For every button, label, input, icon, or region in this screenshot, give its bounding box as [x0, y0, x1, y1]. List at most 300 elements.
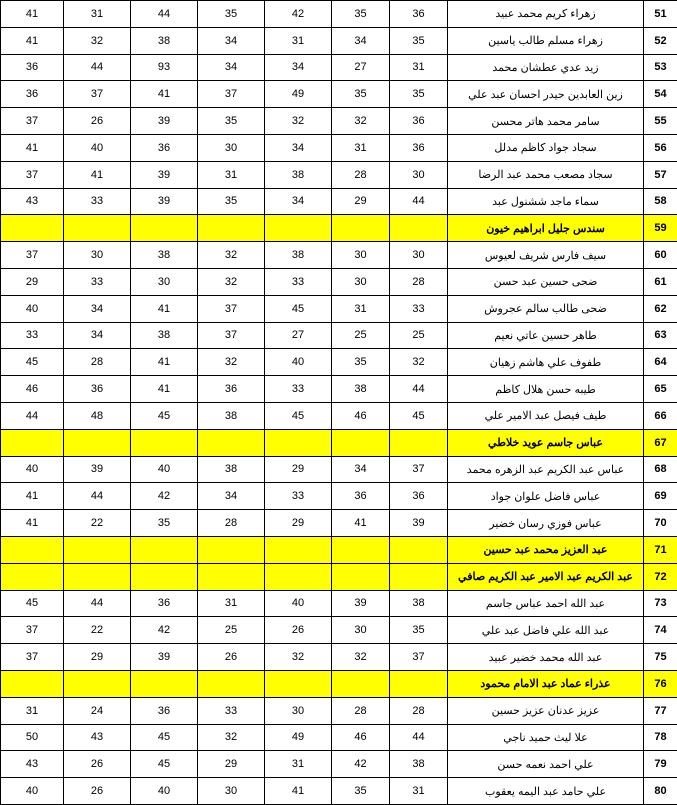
grade-cell: 29	[198, 751, 265, 778]
grade-cell: 31	[64, 1, 131, 28]
grade-cell: 45	[1, 590, 64, 617]
grade-cell: 41	[1, 1, 64, 28]
row-index-cell: 60	[644, 242, 677, 269]
grade-cell	[390, 670, 448, 697]
grade-cell: 32	[198, 268, 265, 295]
grade-cell	[265, 563, 332, 590]
row-index-cell: 53	[644, 54, 677, 81]
grade-cell: 45	[390, 402, 448, 429]
grade-cell: 40	[131, 456, 198, 483]
table-row	[1, 188, 677, 215]
grade-cell: 35	[390, 617, 448, 644]
grade-cell: 30	[390, 161, 448, 188]
grade-cell: 42	[332, 751, 390, 778]
row-index-cell: 54	[644, 81, 677, 108]
student-name-cell: عبد الله احمد عباس جاسم	[448, 590, 644, 617]
grade-cell: 44	[390, 724, 448, 751]
grade-cell: 49	[265, 724, 332, 751]
grade-cell	[1, 536, 64, 563]
grade-cell: 31	[332, 134, 390, 161]
row-index-cell: 74	[644, 617, 677, 644]
grade-cell: 26	[64, 751, 131, 778]
grade-cell: 36	[131, 134, 198, 161]
grade-cell: 28	[332, 161, 390, 188]
grade-cell	[198, 215, 265, 242]
grade-cell: 33	[265, 376, 332, 403]
student-name-cell: زين العابدين حيدر احسان عبد علي	[448, 81, 644, 108]
student-name-cell: سيف فارس شريف لعيوس	[448, 242, 644, 269]
grade-cell: 34	[265, 188, 332, 215]
grade-cell: 37	[198, 322, 265, 349]
grade-cell: 26	[64, 108, 131, 135]
grade-cell: 37	[1, 108, 64, 135]
grade-cell: 46	[332, 402, 390, 429]
student-name-cell: ضحى حسين عبد حسن	[448, 268, 644, 295]
table-row	[1, 456, 677, 483]
table-row	[1, 108, 677, 135]
grade-cell: 41	[1, 134, 64, 161]
grade-cell: 30	[332, 617, 390, 644]
grade-cell: 30	[64, 242, 131, 269]
grade-cell	[64, 215, 131, 242]
grade-cell: 24	[64, 697, 131, 724]
student-name-cell: سندس جليل ابراهيم خيون	[448, 215, 644, 242]
table-row	[1, 1, 677, 28]
student-name-cell: عبد الله علي فاضل عبد علي	[448, 617, 644, 644]
grade-cell: 37	[1, 644, 64, 671]
grade-cell: 38	[131, 322, 198, 349]
row-index-cell: 63	[644, 322, 677, 349]
grade-cell: 36	[332, 483, 390, 510]
grade-cell: 32	[265, 108, 332, 135]
row-index-cell: 67	[644, 429, 677, 456]
grade-cell: 45	[131, 751, 198, 778]
grade-cell: 38	[131, 27, 198, 54]
table-row	[1, 644, 677, 671]
grade-cell: 32	[198, 724, 265, 751]
table-row	[1, 778, 677, 805]
grade-cell: 36	[390, 134, 448, 161]
student-name-cell: سجاد جواد كاظم مدلل	[448, 134, 644, 161]
grade-cell: 44	[64, 483, 131, 510]
grade-cell: 35	[198, 108, 265, 135]
table-row	[1, 536, 677, 563]
grade-cell: 34	[198, 27, 265, 54]
grade-cell: 33	[265, 483, 332, 510]
grade-cell: 30	[131, 268, 198, 295]
table-row	[1, 322, 677, 349]
student-name-cell: علا ليث حميد ناجي	[448, 724, 644, 751]
grade-cell: 26	[198, 644, 265, 671]
grade-cell: 44	[131, 1, 198, 28]
grade-cell: 40	[1, 778, 64, 805]
row-index-cell: 65	[644, 376, 677, 403]
grades-table-body	[1, 1, 677, 805]
grade-cell	[332, 563, 390, 590]
grade-cell: 25	[390, 322, 448, 349]
grade-cell	[1, 429, 64, 456]
row-index-cell: 59	[644, 215, 677, 242]
grade-cell: 28	[390, 697, 448, 724]
row-index-cell: 57	[644, 161, 677, 188]
grade-cell: 33	[64, 188, 131, 215]
student-name-cell: عبد العزيز محمد عبد حسين	[448, 536, 644, 563]
grade-cell: 43	[64, 724, 131, 751]
grade-cell: 34	[198, 54, 265, 81]
grade-cell: 27	[332, 54, 390, 81]
grade-cell: 25	[198, 617, 265, 644]
grade-cell: 48	[64, 402, 131, 429]
grade-cell: 37	[198, 81, 265, 108]
student-name-cell: سماء ماجد ششنول عبد	[448, 188, 644, 215]
grade-cell: 36	[64, 376, 131, 403]
grade-cell: 35	[332, 81, 390, 108]
grade-cell: 46	[332, 724, 390, 751]
grade-cell: 34	[265, 134, 332, 161]
table-row	[1, 134, 677, 161]
grade-cell: 31	[390, 54, 448, 81]
row-index-cell: 62	[644, 295, 677, 322]
grade-cell	[265, 429, 332, 456]
grade-cell: 39	[131, 644, 198, 671]
grade-cell	[332, 670, 390, 697]
grade-cell: 33	[64, 268, 131, 295]
table-row	[1, 54, 677, 81]
grade-cell: 42	[131, 617, 198, 644]
row-index-cell: 76	[644, 670, 677, 697]
grade-cell: 35	[332, 1, 390, 28]
grade-cell: 27	[265, 322, 332, 349]
row-index-cell: 56	[644, 134, 677, 161]
table-row	[1, 483, 677, 510]
grade-cell: 37	[64, 81, 131, 108]
grade-cell	[64, 536, 131, 563]
grade-cell: 34	[64, 295, 131, 322]
row-index-cell: 52	[644, 27, 677, 54]
grade-cell: 30	[390, 242, 448, 269]
grade-cell: 36	[131, 697, 198, 724]
grade-cell: 39	[332, 590, 390, 617]
student-name-cell: طيبه حسن هلال كاظم	[448, 376, 644, 403]
grade-cell: 37	[1, 242, 64, 269]
grade-cell: 45	[131, 724, 198, 751]
table-row	[1, 81, 677, 108]
grade-cell: 45	[265, 295, 332, 322]
grade-cell: 36	[390, 1, 448, 28]
grade-cell: 32	[332, 644, 390, 671]
grade-cell: 28	[198, 510, 265, 537]
grade-cell: 37	[198, 295, 265, 322]
student-name-cell: زيد عدي عطشان محمد	[448, 54, 644, 81]
grade-cell: 41	[131, 349, 198, 376]
table-row	[1, 617, 677, 644]
grade-cell: 39	[131, 161, 198, 188]
row-index-cell: 55	[644, 108, 677, 135]
student-name-cell: ضحى طالب سالم عجروش	[448, 295, 644, 322]
grade-cell: 30	[265, 697, 332, 724]
grade-cell: 34	[198, 483, 265, 510]
grade-cell: 40	[64, 134, 131, 161]
grade-cell: 41	[131, 295, 198, 322]
student-name-cell: عبد الله محمد خضير عبيد	[448, 644, 644, 671]
grade-cell: 31	[265, 751, 332, 778]
grade-cell: 39	[390, 510, 448, 537]
grade-cell: 36	[390, 483, 448, 510]
grade-cell	[131, 563, 198, 590]
student-name-cell: علي احمد نعمه حسن	[448, 751, 644, 778]
row-index-cell: 72	[644, 563, 677, 590]
grade-cell: 41	[332, 510, 390, 537]
student-name-cell: سجاد مصعب محمد عبد الرضا	[448, 161, 644, 188]
grade-cell: 35	[332, 778, 390, 805]
grade-cell: 43	[1, 188, 64, 215]
table-row	[1, 295, 677, 322]
grade-cell	[131, 215, 198, 242]
row-index-cell: 61	[644, 268, 677, 295]
grade-cell: 25	[332, 322, 390, 349]
grade-cell	[131, 429, 198, 456]
grade-cell: 35	[332, 349, 390, 376]
row-index-cell: 77	[644, 697, 677, 724]
grade-cell: 30	[198, 134, 265, 161]
grade-cell: 40	[265, 349, 332, 376]
grade-cell	[332, 536, 390, 563]
grade-cell: 32	[332, 108, 390, 135]
grade-cell	[131, 536, 198, 563]
grade-cell: 36	[390, 108, 448, 135]
grade-cell: 45	[265, 402, 332, 429]
student-name-cell: طاهر حسين عاتي نعيم	[448, 322, 644, 349]
row-index-cell: 58	[644, 188, 677, 215]
grade-cell: 35	[390, 27, 448, 54]
grade-cell	[198, 536, 265, 563]
student-name-cell: عباس جاسم عويد خلاطي	[448, 429, 644, 456]
grade-cell: 33	[390, 295, 448, 322]
grade-cell: 46	[1, 376, 64, 403]
student-name-cell: عبد الكريم عبد الامير عبد الكريم صافي	[448, 563, 644, 590]
grade-cell	[131, 670, 198, 697]
table-row	[1, 670, 677, 697]
grade-cell: 36	[131, 590, 198, 617]
grade-cell: 32	[64, 27, 131, 54]
grade-cell	[198, 429, 265, 456]
grade-cell: 33	[198, 697, 265, 724]
grade-cell	[390, 563, 448, 590]
student-name-cell: طيف فيصل عبد الامير علي	[448, 402, 644, 429]
grade-cell: 22	[64, 510, 131, 537]
grade-cell: 29	[64, 644, 131, 671]
grade-cell: 31	[265, 27, 332, 54]
row-index-cell: 71	[644, 536, 677, 563]
grade-cell: 36	[1, 81, 64, 108]
row-index-cell: 64	[644, 349, 677, 376]
grade-cell: 31	[1, 697, 64, 724]
grade-cell: 34	[265, 54, 332, 81]
grade-cell	[390, 429, 448, 456]
grade-cell: 33	[265, 268, 332, 295]
row-index-cell: 75	[644, 644, 677, 671]
grade-cell: 36	[1, 54, 64, 81]
grade-cell	[390, 215, 448, 242]
grade-cell: 28	[64, 349, 131, 376]
grade-cell: 28	[390, 268, 448, 295]
table-row	[1, 376, 677, 403]
student-name-cell: عباس فاضل علوان جواد	[448, 483, 644, 510]
grade-cell: 42	[131, 483, 198, 510]
grade-cell: 40	[131, 778, 198, 805]
student-name-cell: علي حامد عبد اليمه يعقوب	[448, 778, 644, 805]
grade-cell: 44	[64, 590, 131, 617]
grade-cell: 44	[1, 402, 64, 429]
grade-cell: 41	[1, 483, 64, 510]
grade-cell: 41	[265, 778, 332, 805]
row-index-cell: 78	[644, 724, 677, 751]
grade-cell	[265, 670, 332, 697]
grade-cell: 41	[1, 510, 64, 537]
grade-cell: 49	[265, 81, 332, 108]
grade-cell: 40	[265, 590, 332, 617]
grade-cell: 30	[332, 242, 390, 269]
grade-cell: 39	[64, 456, 131, 483]
grade-cell	[198, 563, 265, 590]
grade-cell: 29	[1, 268, 64, 295]
grade-cell: 37	[390, 456, 448, 483]
table-row	[1, 27, 677, 54]
student-name-cell: زهراء كريم محمد عبيد	[448, 1, 644, 28]
grade-cell: 38	[198, 456, 265, 483]
grade-cell: 26	[64, 778, 131, 805]
grade-cell: 37	[390, 644, 448, 671]
grade-cell: 50	[1, 724, 64, 751]
table-row	[1, 429, 677, 456]
grade-cell: 38	[265, 242, 332, 269]
grade-cell: 33	[1, 322, 64, 349]
row-index-cell: 66	[644, 402, 677, 429]
grade-cell: 30	[332, 268, 390, 295]
row-index-cell: 70	[644, 510, 677, 537]
grade-cell	[64, 429, 131, 456]
grade-cell: 37	[1, 161, 64, 188]
table-row	[1, 402, 677, 429]
grade-cell	[265, 536, 332, 563]
grade-cell: 45	[1, 349, 64, 376]
grade-cell: 43	[1, 751, 64, 778]
grade-cell	[265, 215, 332, 242]
grade-cell: 38	[332, 376, 390, 403]
table-row	[1, 268, 677, 295]
grade-cell: 38	[265, 161, 332, 188]
grade-cell	[1, 215, 64, 242]
grade-cell: 31	[198, 590, 265, 617]
grade-cell: 38	[131, 242, 198, 269]
grade-cell: 41	[1, 27, 64, 54]
row-index-cell: 69	[644, 483, 677, 510]
table-row	[1, 510, 677, 537]
grade-cell: 35	[198, 188, 265, 215]
row-index-cell: 73	[644, 590, 677, 617]
grade-cell: 32	[390, 349, 448, 376]
grade-cell: 44	[390, 376, 448, 403]
grade-cell: 32	[198, 349, 265, 376]
student-name-cell: طفوف علي هاشم زهيان	[448, 349, 644, 376]
grade-cell: 41	[64, 161, 131, 188]
grade-cell: 40	[1, 456, 64, 483]
grade-cell: 35	[390, 81, 448, 108]
grade-cell: 39	[131, 108, 198, 135]
grade-cell: 32	[265, 644, 332, 671]
table-row	[1, 590, 677, 617]
row-index-cell: 80	[644, 778, 677, 805]
table-row	[1, 751, 677, 778]
grade-cell: 34	[332, 456, 390, 483]
row-index-cell: 68	[644, 456, 677, 483]
grade-cell: 29	[265, 456, 332, 483]
grade-cell: 35	[131, 510, 198, 537]
table-row	[1, 697, 677, 724]
row-index-cell: 51	[644, 1, 677, 28]
grade-cell: 29	[332, 188, 390, 215]
grade-cell	[1, 563, 64, 590]
student-name-cell: عذراء عماد عبد الامام محمود	[448, 670, 644, 697]
grade-cell: 38	[390, 590, 448, 617]
table-row	[1, 563, 677, 590]
grade-cell: 42	[265, 1, 332, 28]
grade-cell	[1, 670, 64, 697]
grade-cell	[332, 429, 390, 456]
table-row	[1, 349, 677, 376]
grade-cell: 26	[265, 617, 332, 644]
grade-cell: 22	[64, 617, 131, 644]
grade-cell: 44	[390, 188, 448, 215]
student-name-cell: سامر محمد هاتر محسن	[448, 108, 644, 135]
grade-cell: 31	[390, 778, 448, 805]
grade-cell: 38	[198, 402, 265, 429]
grade-cell: 41	[131, 81, 198, 108]
grade-cell: 35	[198, 1, 265, 28]
grade-cell: 41	[131, 376, 198, 403]
grade-cell: 44	[64, 54, 131, 81]
table-row	[1, 161, 677, 188]
student-name-cell: عزيز عدنان عزيز حسين	[448, 697, 644, 724]
grade-cell: 40	[1, 295, 64, 322]
grade-cell	[198, 670, 265, 697]
grade-cell: 28	[332, 697, 390, 724]
grade-cell: 34	[64, 322, 131, 349]
grade-cell: 31	[332, 295, 390, 322]
row-index-cell: 79	[644, 751, 677, 778]
grade-cell	[390, 536, 448, 563]
grade-cell	[64, 563, 131, 590]
grade-cell	[332, 215, 390, 242]
grade-cell: 36	[198, 376, 265, 403]
grade-cell: 38	[390, 751, 448, 778]
grade-cell: 34	[332, 27, 390, 54]
student-name-cell: عباس عبد الكريم عبد الزهره محمد	[448, 456, 644, 483]
table-row	[1, 215, 677, 242]
grade-cell: 45	[131, 402, 198, 429]
grade-cell: 31	[198, 161, 265, 188]
grade-cell: 37	[1, 617, 64, 644]
grade-cell: 30	[198, 778, 265, 805]
table-row	[1, 242, 677, 269]
grade-cell: 29	[265, 510, 332, 537]
grade-cell: 32	[198, 242, 265, 269]
grade-cell: 93	[131, 54, 198, 81]
student-name-cell: عباس فوزي ‌رسان خضير	[448, 510, 644, 537]
grade-cell: 39	[131, 188, 198, 215]
table-row	[1, 724, 677, 751]
student-name-cell: زهراء مسلم طالب ياسين	[448, 27, 644, 54]
